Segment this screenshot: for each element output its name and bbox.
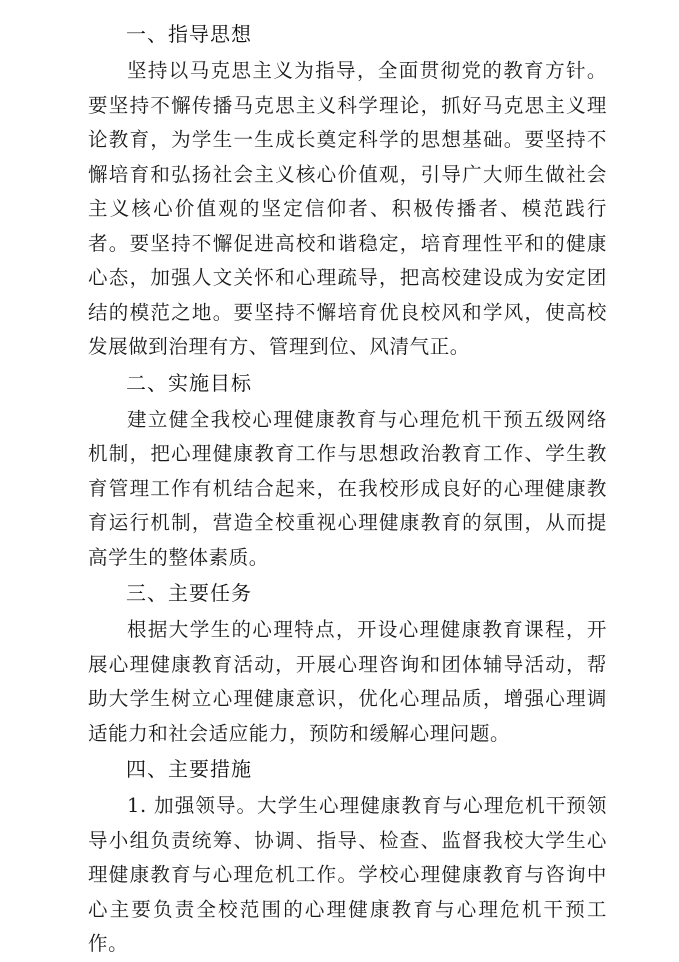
section-heading-main-measures: 四、主要措施 <box>126 757 252 781</box>
section-paragraph-main-tasks: 根据大学生的心理特点，开设心理健康教育课程，开展心理健康教育活动，开展心理咨询和团体辅导活动，帮助大学生树立心理健康意识，优化心理品质，增强心理调适能力和社会适应能力，预防和缓解心理问题。 <box>88 618 607 745</box>
section-paragraph-main-measures: 1. 加强领导。大学生心理健康教育与心理危机干预领导小组负责统筹、协调、指导、检查、监督我校大学生心理健康教育与心理危机工作。学校心理健康教育与咨询中心主要负责全校范围的心理健康教育与心理危机干预工作。 <box>88 794 607 955</box>
section-paragraph-implementation-goals: 建立健全我校心理健康教育与心理危机干预五级网络机制，把心理健康教育工作与思想政治教育工作、学生教育管理工作有机结合起来，在我校形成良好的心理健康教育运行机制，营造全校重视心理健康教育的氛围，从而提高学生的整体素质。 <box>88 407 607 569</box>
section-heading-guiding-ideology: 一、指导思想 <box>126 22 252 46</box>
section-paragraph-guiding-ideology: 坚持以马克思主义为指导，全面贯彻党的教育方针。要坚持不懈传播马克思主义科学理论，抓好马克思主义理论教育，为学生一生成长奠定科学的思想基础。要坚持不懈培育和弘扬社会主义核心价值观，引导广大师生做社会主义核心价值观的坚定信仰者、积极传播者、模范践行者。要坚持不懈促进高校和谐稳定，培育理性平和的健康心态，加强人文关怀和心理疏导，把高校建设成为安定团结的模范之地。要坚持不懈培育优良校风和学风，使高校发展做到治理有方、管理到位、风清气正。 <box>88 59 607 358</box>
section-heading-implementation-goals: 二、实施目标 <box>126 370 252 395</box>
section-heading-main-tasks: 三、主要任务 <box>126 581 252 605</box>
